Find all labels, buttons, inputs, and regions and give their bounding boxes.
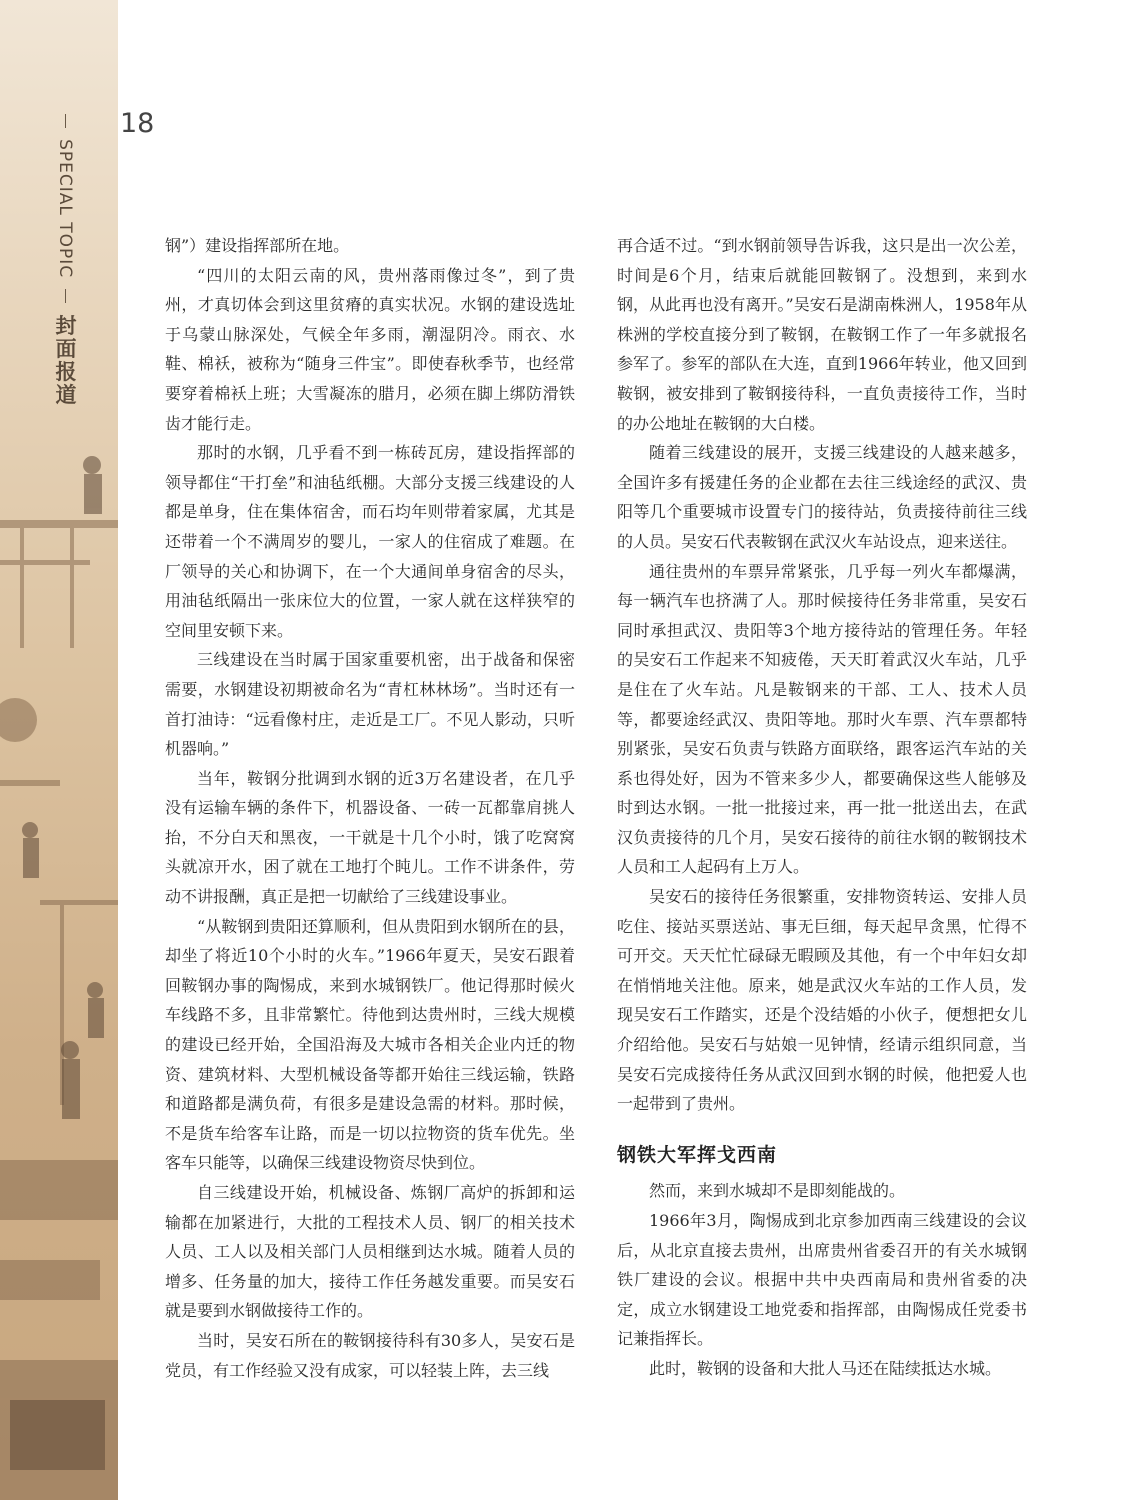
paragraph: 随着三线建设的展开，支援三线建设的人越来越多，全国许多有援建任务的企业都在去往三线途经的武汉、贵阳等几个重要城市设置专门的接待站，负责接待前往三线的人员。吴安石代表鞍钢在武汉火车站设点，迎来送往。: [617, 443, 1027, 551]
section-label: [50, 108, 80, 406]
section-divider: [65, 114, 66, 128]
paragraph: 自三线建设开始，机械设备、炼钢厂高炉的拆卸和运输都在加紧进行，大批的工程技术人员、钢厂的相关技术人员、工人以及相关部门人员相继到达水城。随着人员的增多、任务量的加大，接待工作任务越发重要。而吴安石就是要到水钢做接待工作的。: [165, 1183, 575, 1321]
paragraph: 三线建设在当时属于国家重要机密，出于战备和保密需要，水钢建设初期被命名为“青杠林林场”。当时还有一首打油诗：“远看像村庄，走近是工厂。不见人影动，只听机器响。”: [165, 650, 575, 759]
section-heading: 钢铁大军挥戈西南: [617, 1143, 778, 1166]
paragraph: 通往贵州的车票异常紧张，几乎每一列火车都爆满，每一辆汽车也挤满了人。那时候接待任务非常重，吴安石同时承担武汉、贵阳等3个地方接待站的管理任务。年轻的吴安石工作起来不知疲倦，天天盯着武汉火车站，几乎是住在了火车站。凡是鞍钢来的干部、工人、技术人员等，都要途经武汉、贵阳等地。那时火车票、汽车票都特别紧张，吴安石负责与铁路方面联络，跟客运汽车站的关系也得处好，因为不管来多少人，都要确保这些人能够及时到达水钢。一批一批接过来，再一批一批送出去，在武汉负责接待的几个月，吴安石接待的前往水钢的鞍钢技术人员和工人起码有上万人。: [617, 561, 1027, 877]
section-title-cn: 封面报道: [53, 314, 77, 407]
paragraph: “四川的太阳云南的风，贵州落雨像过冬”，到了贵州，才真切体会到这里贫瘠的真实状况。水钢的建设选址于乌蒙山脉深处，气候全年多雨，潮湿阴冷。雨衣、水鞋、棉袄，被称为“随身三件宝”。即使春秋季节，也经常要穿着棉袄上班；大雪凝冻的腊月，必须在脚上绑防滑铁齿才能行走。: [165, 265, 575, 433]
paragraph: 吴安石的接待任务很繁重，安排物资转运、安排人员吃住、接站买票送站、事无巨细，每天起早贪黑，忙得不可开交。天天忙忙碌碌无暇顾及其他，有一个中年妇女却在悄悄地关注他。原来，她是武汉火车站的工作人员，发现吴安石工作踏实，还是个没结婚的小伙子，便想把女儿介绍给他。吴安石与姑娘一见钟情，经请示组织同意，当吴安石完成接待任务从武汉回到水钢的时候，他把爱人也一起带到了贵州。: [617, 887, 1027, 1114]
section-divider: [65, 289, 66, 303]
paragraph: 当年，鞍钢分批调到水钢的近3万名建设者，在几乎没有运输车辆的条件下，机器设备、一砖一瓦都靠肩挑人抬，不分白天和黑夜，一干就是十几个小时，饿了吃窝窝头就凉开水，困了就在工地打个盹儿。工作不讲条件，劳动不讲报酬，真正是把一切献给了三线建设事业。: [165, 768, 575, 907]
paragraph: 那时的水钢，几乎看不到一栋砖瓦房，建设指挥部的领导都住“干打垒”和油毡纸棚。大部分支援三线建设的人都是单身，住在集体宿舍，而石均年则带着家属，尤其是还带着一个不满周岁的婴儿，一家人的住宿成了难题。在厂领导的关心和协调下，在一个大通间单身宿舍的尽头，用油毡纸隔出一张床位大的位置，一家人就在这样狭窄的空间里安顿下来。: [165, 443, 575, 640]
section-title-en: SPECIAL TOPIC: [55, 139, 75, 279]
paragraph: 此时，鞍钢的设备和大批人马还在陆续抵达水城。: [649, 1358, 1002, 1378]
paragraph: 当时，吴安石所在的鞍钢接待科有30多人，吴安石是党员，有工作经验又没有成家，可以轻装上阵，去三线: [165, 1330, 575, 1380]
paragraph: 然而，来到水城却不是即刻能战的。: [649, 1181, 906, 1201]
left-column: [165, 231, 575, 1385]
paragraph: 1966年3月，陶惕成到北京参加西南三线建设的会议后，从北京直接去贵州，出席贵州省委召开的有关水城钢铁厂建设的会议。根据中共中央西南局和贵州省委的决定，成立水钢建设工地党委和指挥部，由陶惕成任党委书记兼指挥长。: [617, 1211, 1027, 1349]
page-number: 18: [120, 108, 155, 139]
paragraph: 再合适不过。“到水钢前领导告诉我，这只是出一次公差，时间是6个月，结束后就能回鞍钢了。没想到，来到水钢，从此再也没有离开。”吴安石是湖南株洲人，1958年从株洲的学校直接分到了鞍钢，在鞍钢工作了一年多就报名参军了。参军的部队在大连，直到1966年转业，他又回到鞍钢，被安排到了鞍钢接待科，一直负责接待工作，当时的办公地址在鞍钢的大白楼。: [617, 236, 1027, 433]
paragraph: “从鞍钢到贵阳还算顺利，但从贵阳到水钢所在的县，却坐了将近10个小时的火车。”1966年夏天，吴安石跟着回鞍钢办事的陶惕成，来到水城钢铁厂。他记得那时候火车线路不多，且非常繁忙。待他到达贵州时，三线大规模的建设已经开始，全国沿海及大城市各相关企业内迁的物资、建筑材料、大型机械设备等都开始往三线运输，铁路和道路都是满负荷，有很多是建设急需的材料。那时候，不是货车给客车让路，而是一切以拉物资的货车优先。坐客车只能等，以确保三线建设物资尽快到位。: [165, 916, 575, 1173]
paragraph: 钢”）建设指挥部所在地。: [165, 236, 350, 255]
right-column: [617, 231, 1027, 1384]
